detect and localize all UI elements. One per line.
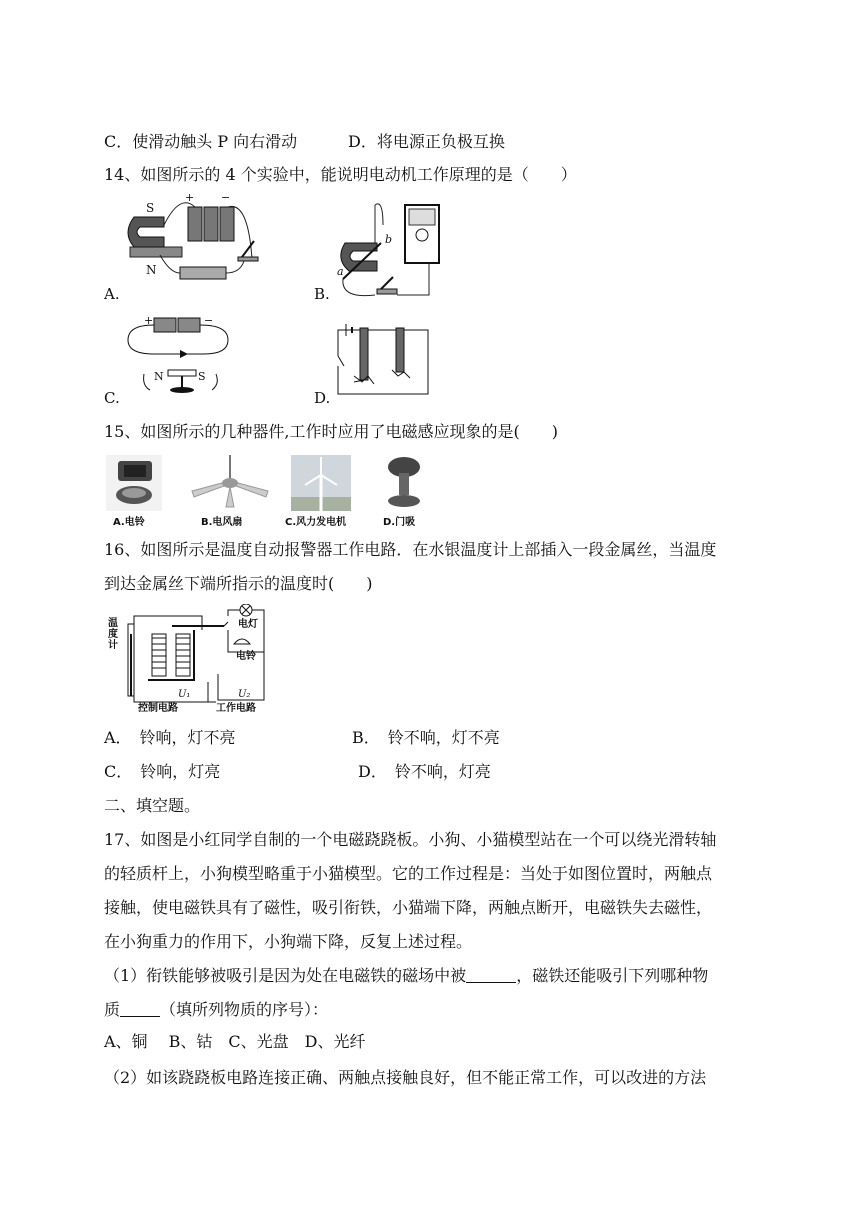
fig-a-label-s: S bbox=[146, 201, 155, 215]
q17-subquestion-2: （2）如该跷跷板电路连接正确、两触点接触良好，但不能正常工作，可以改进的方法 bbox=[104, 1068, 707, 1087]
fig-c-plus: + bbox=[144, 314, 154, 327]
fig16-work-circuit-label: 工作电路 bbox=[216, 703, 256, 714]
fig16-lamp-label: 电灯 bbox=[238, 619, 258, 630]
q16-option-d: D． 铃不响，灯亮 bbox=[358, 762, 491, 781]
q16-stem-line2: 到达金属丝下端所指示的温度时( ) bbox=[104, 574, 373, 593]
q14-figure-d bbox=[330, 320, 436, 398]
q17-paragraph-line4: 在小狗重力的作用下，小狗端下降，反复上述过程。 bbox=[104, 932, 473, 951]
q15-caption-c: C.风力发电机 bbox=[285, 517, 347, 528]
fig-a-label-n: N bbox=[146, 263, 157, 277]
q13-options bbox=[104, 132, 505, 152]
q16-option-a: A． 铃响，灯不亮 bbox=[104, 728, 236, 747]
q14-label-a: A. bbox=[104, 285, 120, 303]
q16-option-b: B． 铃不响，灯不亮 bbox=[352, 728, 500, 747]
q17-s1-text-c: 质 bbox=[104, 1000, 121, 1019]
fig-c-label-s: S bbox=[198, 370, 206, 383]
q15-image-bell bbox=[106, 455, 162, 511]
fig16-bell-label: 电铃 bbox=[236, 651, 256, 662]
q13-option-d: D．将电源正负极互换 bbox=[348, 132, 505, 151]
fig16-u2: U₂ bbox=[238, 689, 251, 700]
q15-caption-a: A.电铃 bbox=[113, 517, 145, 528]
q15-image-door-stop bbox=[378, 455, 428, 511]
section-fill-in-title: 二、填空题。 bbox=[104, 796, 201, 815]
q17-paragraph-line3: 接触，使电磁铁具有了磁性，吸引衔铁，小猫端下降，两触点断开，电磁铁失去磁性， bbox=[104, 898, 713, 917]
q17-s1-text-a: （1）衔铁能够被吸引是因为处在电磁铁的磁场中被 bbox=[104, 966, 467, 985]
fig16-control-circuit-label: 控制电路 bbox=[138, 703, 178, 714]
fig16-u1: U₁ bbox=[178, 689, 191, 700]
q15-caption-d: D.门吸 bbox=[383, 517, 416, 528]
q13-option-c: C．使滑动触头 P 向右滑动 bbox=[104, 132, 298, 151]
fig-b-label-b: b bbox=[385, 233, 393, 246]
q17-paragraph-line2: 的轻质杆上，小狗模型略重于小猫模型。它的工作过程是：当处于如图位置时，两触点 bbox=[104, 864, 713, 883]
q17-blank-2[interactable] bbox=[120, 1000, 160, 1017]
fig-c-label-n: N bbox=[154, 370, 164, 383]
fig-a-minus: − bbox=[221, 191, 231, 204]
q14-stem: 14、如图所示的 4 个实验中，能说明电动机工作原理的是（ ） bbox=[104, 165, 577, 184]
q15-stem: 15、如图所示的几种器件,工作时应用了电磁感应现象的是( ) bbox=[104, 422, 558, 441]
q17-s1-text-d: （填所列物质的序号）： bbox=[160, 1000, 329, 1019]
q16-stem-line1: 16、如图所示是温度自动报警器工作电路．在水银温度计上部插入一段金属丝，当温度 bbox=[104, 540, 717, 559]
q14-figure-b bbox=[335, 195, 445, 300]
q14-figure-a bbox=[120, 191, 270, 295]
q17-subquestion-1-cont bbox=[104, 1000, 328, 1020]
q15-image-wind-turbine bbox=[291, 455, 351, 511]
q14-label-b: B. bbox=[314, 285, 330, 303]
q14-figure-c bbox=[124, 312, 234, 394]
q14-label-c: C. bbox=[104, 389, 120, 407]
q17-s1-text-b: ，磁铁还能吸引下列哪种物 bbox=[516, 966, 709, 985]
q14-label-d: D. bbox=[314, 389, 331, 407]
q17-paragraph-line1: 17、如图是小红同学自制的一个电磁跷跷板。小狗、小猫模型站在一个可以绕光滑转轴 bbox=[104, 830, 717, 849]
q17-choices: A、铜 B、钴 C、光盘 D、光纤 bbox=[104, 1032, 366, 1051]
fig16-thermometer-label: 温度计 bbox=[108, 618, 118, 651]
q16-figure-alarm-circuit bbox=[106, 604, 270, 716]
q15-image-fan bbox=[190, 455, 270, 511]
q17-subquestion-1 bbox=[104, 966, 708, 986]
q15-caption-b: B.电风扇 bbox=[201, 517, 243, 528]
q16-option-c: C． 铃响，灯亮 bbox=[104, 762, 221, 781]
q17-blank-1[interactable] bbox=[466, 966, 516, 983]
fig-a-plus: + bbox=[185, 191, 195, 204]
fig-b-label-a: a bbox=[337, 265, 344, 278]
fig-c-minus: − bbox=[204, 314, 214, 327]
